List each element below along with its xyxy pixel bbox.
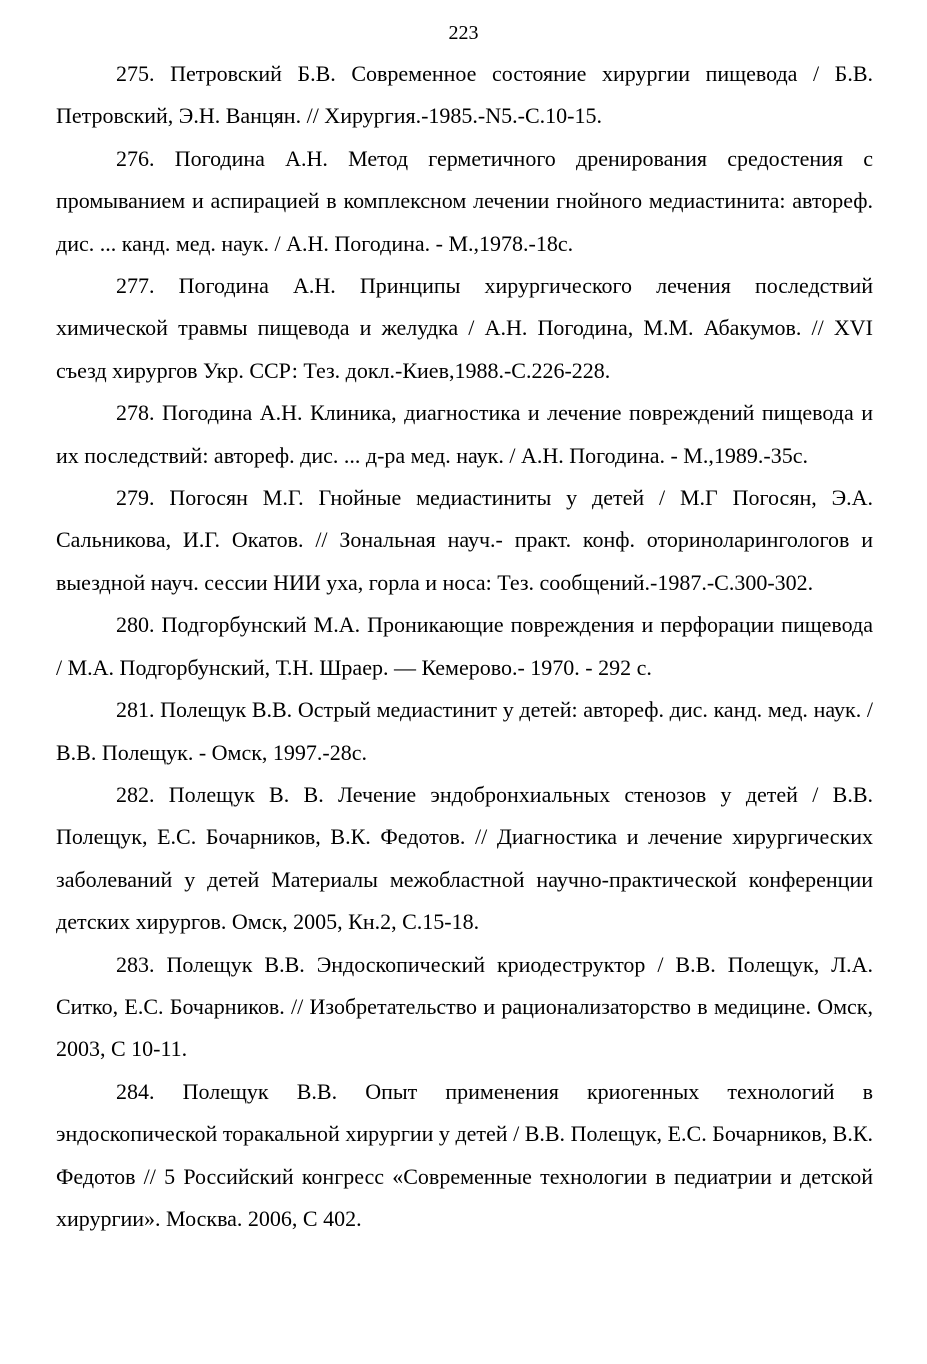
reference-list — [56, 53, 873, 1240]
reference-item-278: 278. Погодина А.Н. Клиника, диагностика и лечение повреждений пищевода и их последствий: автореф. дис. ... д-ра мед. наук. / А.Н. Погодина. - М.,1989.-35с. — [56, 400, 873, 468]
reference-item-281: 281. Полещук В.В. Острый медиастинит у детей: автореф. дис. канд. мед. наук. / В.В. Полещук. - Омск, 1997.-28с. — [56, 697, 873, 765]
reference-item-276: 276. Погодина А.Н. Метод герметичного дренирования средостения с промыванием и аспирацией в комплексном лечении гнойного медиастинита: автореф. дис. ... канд. мед. наук. / А.Н. Погодина. - М.,1978.-18с. — [56, 145, 873, 256]
reference-item-282: 282. Полещук В. В. Лечение эндобронхиальных стенозов у детей / В.В. Полещук, Е.С. Бочарников, В.К. Федотов. // Диагностика и лечение хирургических заболеваний у детей Материалы межобластной научно-практической конференции детских хирургов. Омск, 2005, Кн.2, С.15-18. — [56, 781, 873, 935]
reference-item-277: 277. Погодина А.Н. Принципы хирургического лечения последствий химической травмы пищевода и желудка / А.Н. Погодина, М.М. Абакумов. // XVI съезд хирургов Укр. ССР: Тез. докл.-Киев,1988.-С.226-228. — [56, 273, 873, 383]
reference-item-283: 283. Полещук В.В. Эндоскопический криодеструктор / В.В. Полещук, Л.А. Ситко, Е.С. Бочарников. // Изобретательство и рационализаторство в медицине. Омск, 2003, С 10-11. — [56, 951, 873, 1062]
reference-item-280: 280. Подгорбунский М.А. Проникающие повреждения и перфорации пищевода / М.А. Подгорбунский, Т.Н. Шраер. — Кемерово.- 1970. - 292 с. — [56, 612, 873, 680]
page-number: 223 — [448, 22, 479, 44]
reference-item-275: 275. Петровский Б.В. Современное состояние хирургии пищевода / Б.В. Петровский, Э.Н. Ванцян. // Хирургия.-1985.-N5.-С.10-15. — [56, 61, 873, 129]
reference-item-284: 284. Полещук В.В. Опыт применения криогенных технологий в эндоскопической торакальной хирургии у детей / В.В. Полещук, Е.С. Бочарников, В.К. Федотов // 5 Российский конгресс «Современные технологии в педиатрии и детской хирургии». Москва. 2006, С 402. — [56, 1078, 873, 1231]
reference-item-279: 279. Погосян М.Г. Гнойные медиастиниты у детей / М.Г Погосян, Э.А. Сальникова, И.Г. Окатов. // Зональная науч.- практ. конф. оториноларингологов и выездной науч. сессии НИИ уха, горла и носа: Тез. сообщений.-1987.-С.300-302. — [56, 485, 873, 595]
